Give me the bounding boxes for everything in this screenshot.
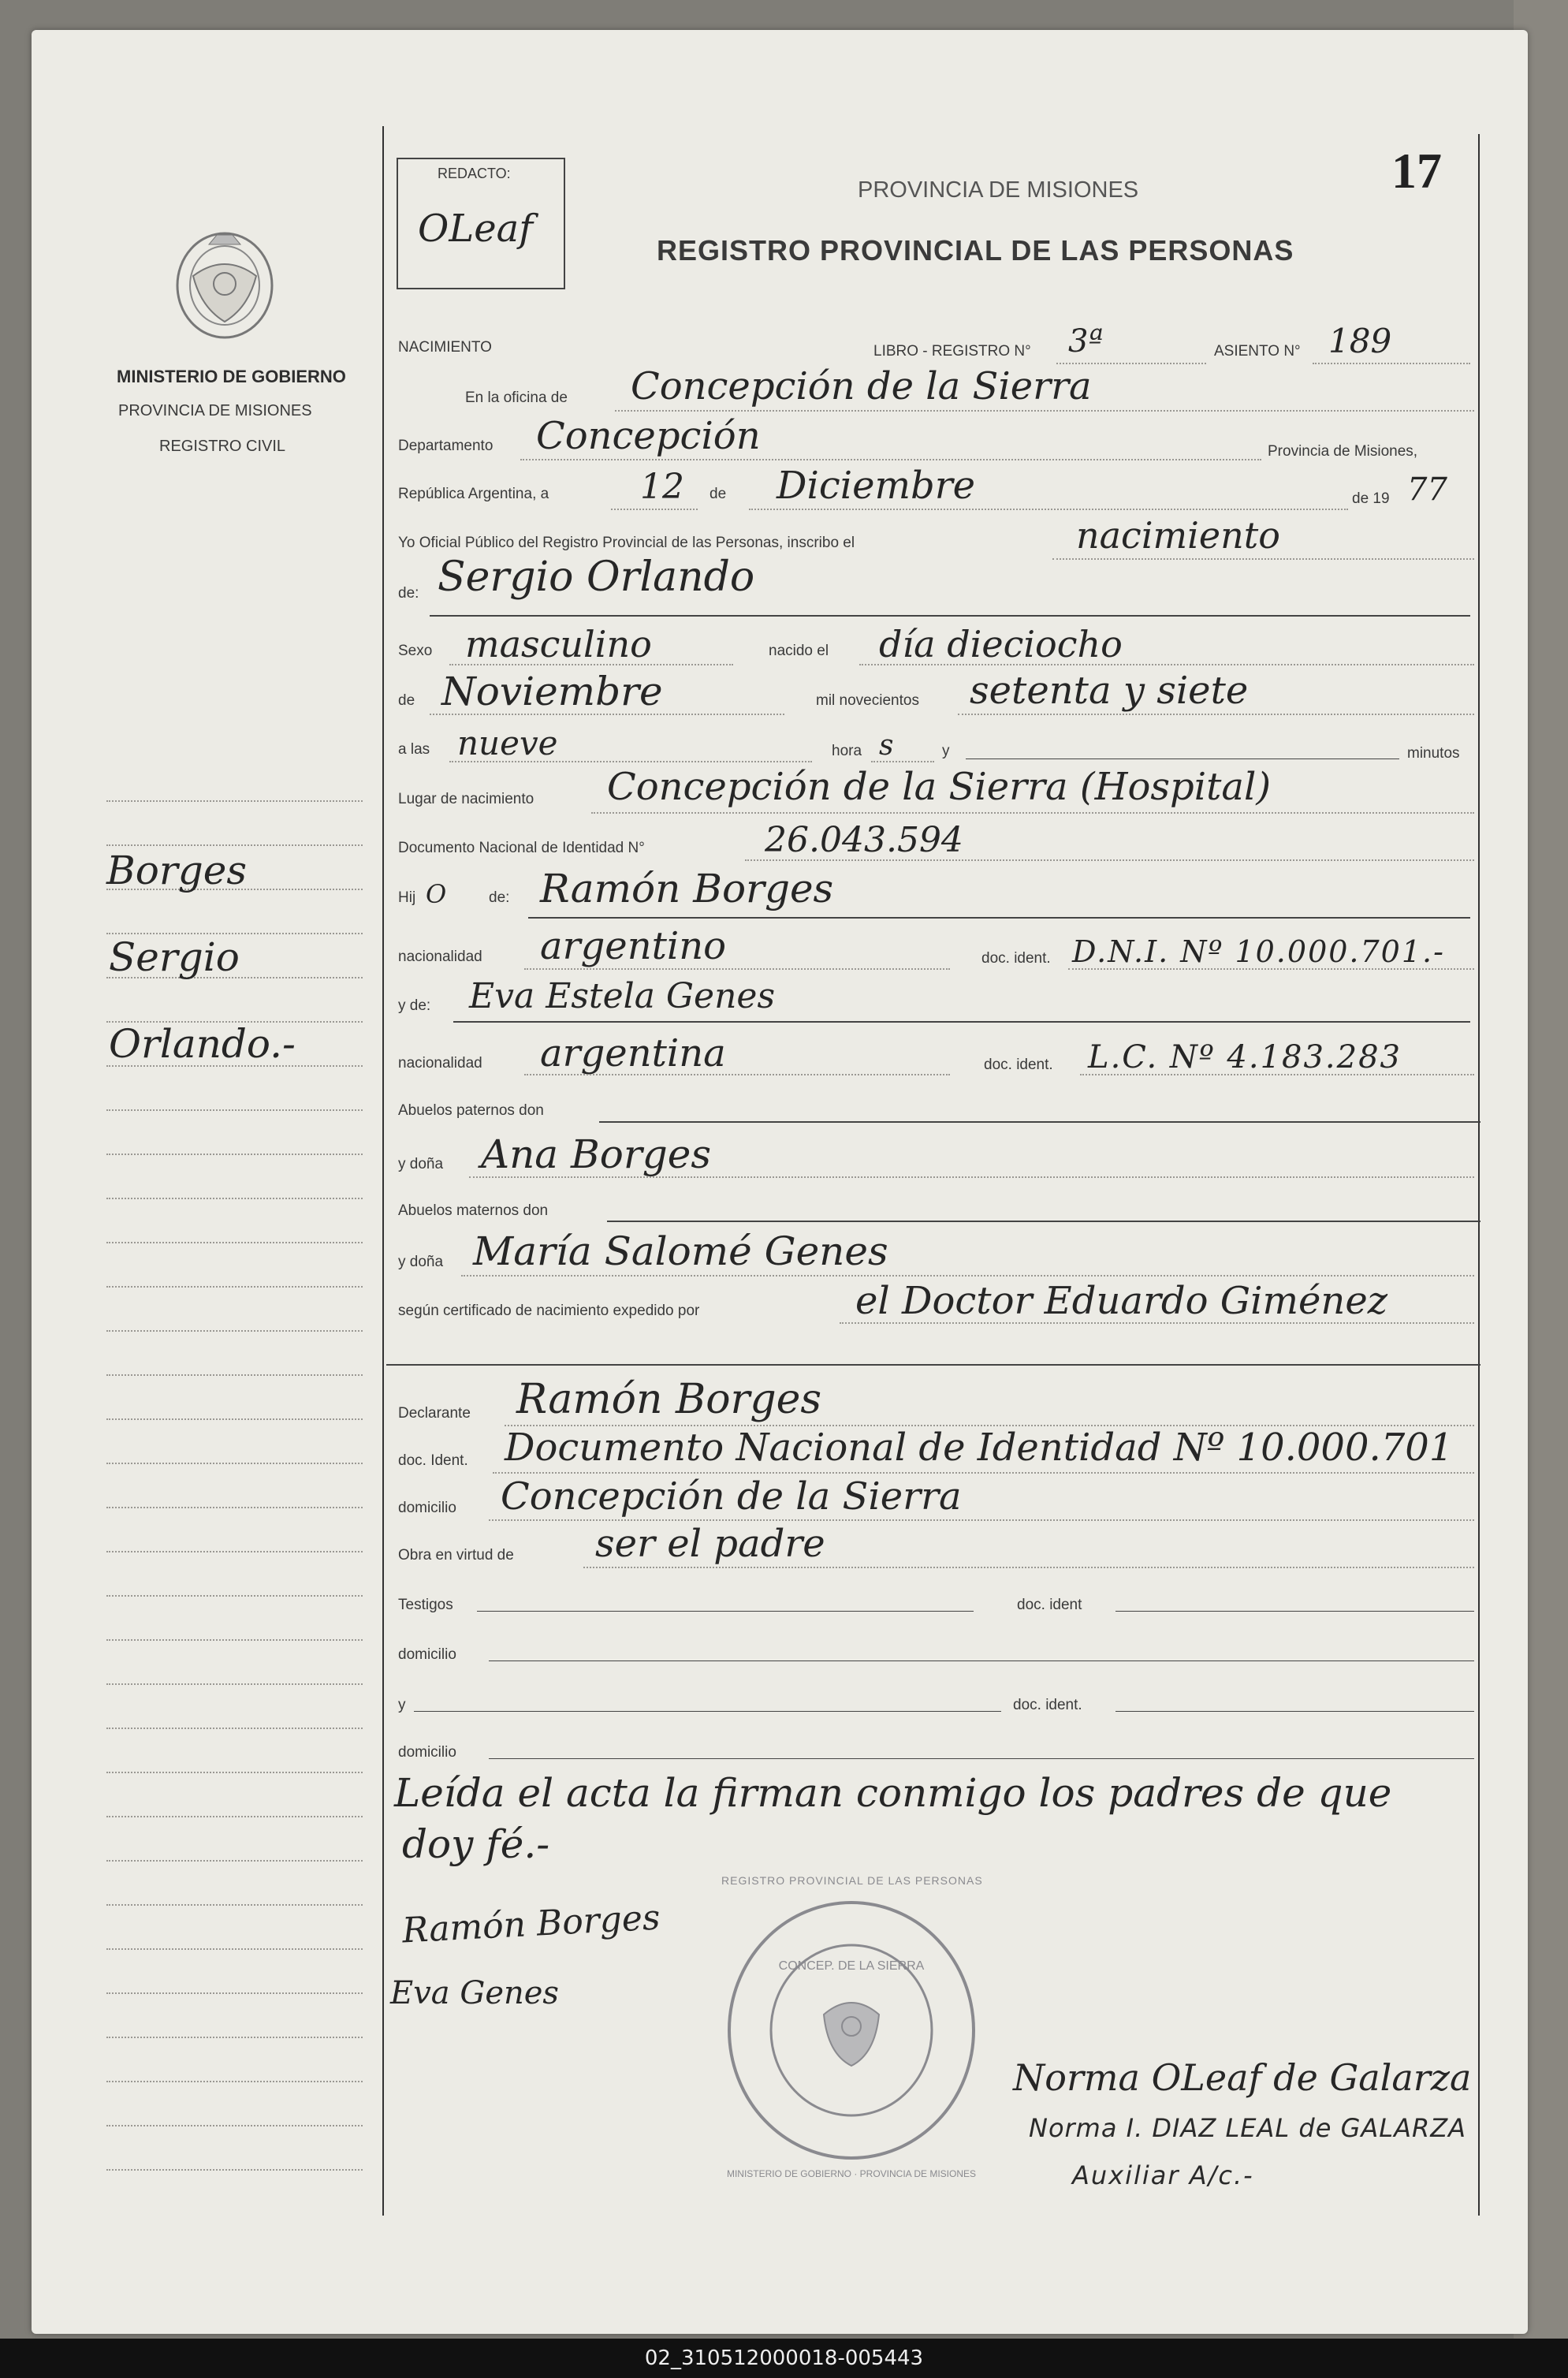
- y2-label: y: [398, 1697, 406, 1713]
- official-role: Auxiliar A/c.-: [1072, 2160, 1254, 2190]
- domicilio-label: domicilio: [398, 1500, 456, 1516]
- doc2-value: L.C. Nº 4.183.283: [1088, 1039, 1402, 1075]
- oficina-label: En la oficina de: [465, 390, 568, 406]
- sidebar-dotted-line: [106, 800, 363, 802]
- hijo-label: Hij: [398, 889, 416, 906]
- registry-stamp: [721, 1874, 983, 2179]
- domicilio3-label: domicilio: [398, 1744, 456, 1761]
- mes-nac-value: Noviembre: [441, 669, 663, 714]
- declarante-label: Declarante: [398, 1405, 471, 1422]
- sidebar-dotted-line: [106, 2169, 363, 2171]
- sidebar-dotted-line: [106, 1860, 363, 1862]
- sidebar-dotted-line: [106, 1242, 363, 1243]
- sidebar-dotted-line: [106, 1109, 363, 1111]
- sidebar-dotted-line: [106, 844, 363, 846]
- nac1-value: argentino: [540, 924, 727, 968]
- abuelos-maternos-label: Abuelos maternos don: [398, 1202, 549, 1219]
- ydona1-label: y doña: [398, 1156, 444, 1172]
- obra-label: Obra en virtud de: [398, 1547, 514, 1564]
- stamp-inner-text: CONCEP. DE LA SIERRA: [778, 1959, 925, 1973]
- obra-value: ser el padre: [595, 1522, 825, 1566]
- libro-label: LIBRO - REGISTRO N°: [873, 343, 1031, 360]
- header-province: PROVINCIA DE MISIONES: [858, 177, 1139, 203]
- mes-value: Diciembre: [777, 464, 976, 508]
- section-divider: [386, 1364, 1480, 1366]
- yde-label: y de:: [398, 997, 431, 1014]
- sexo-label: Sexo: [398, 643, 433, 659]
- docid3-label: doc. ident: [1017, 1597, 1082, 1613]
- sidebar-dotted-line: [106, 1330, 363, 1332]
- right-margin-line: [1478, 134, 1480, 2216]
- asiento-label: ASIENTO N°: [1214, 343, 1301, 360]
- sidebar-dotted-line: [106, 1992, 363, 1994]
- dni-label: Documento Nacional de Identidad N°: [398, 840, 645, 856]
- lugar-label: Lugar de nacimiento: [398, 791, 534, 807]
- sidebar-dotted-line: [106, 1286, 363, 1288]
- dni-value: 26.043.594: [765, 820, 963, 860]
- left-margin-line: [382, 126, 384, 2216]
- libro-value: 3ª: [1068, 323, 1104, 360]
- sidebar-dotted-line: [106, 1551, 363, 1552]
- page-number: 17: [1391, 143, 1442, 199]
- sidebar-dotted-line: [106, 1772, 363, 1773]
- alas-label: a las: [398, 741, 430, 758]
- sidebar-dotted-line: [106, 1374, 363, 1376]
- lugar-value: Concepción de la Sierra (Hospital): [607, 765, 1272, 809]
- sidebar-dotted-line: [106, 1639, 363, 1641]
- sidebar-dotted-line: [106, 2125, 363, 2126]
- ministry-label: MINISTERIO DE GOBIERNO: [117, 367, 346, 386]
- anio-value: 77: [1407, 472, 1447, 508]
- coat-of-arms-icon: [169, 229, 280, 347]
- declarante-value: Ramón Borges: [516, 1376, 822, 1423]
- redacto-label: REDACTO:: [438, 166, 511, 181]
- redacto-signature: OLeaf: [418, 207, 534, 251]
- domicilio-value: Concepción de la Sierra: [501, 1474, 962, 1519]
- dia-value: 12: [640, 467, 684, 507]
- hijo-mark: O: [426, 879, 447, 909]
- sidebar-dotted-line: [106, 2081, 363, 2082]
- sidebar-dotted-line: [106, 2037, 363, 2038]
- sidebar-province-label: PROVINCIA DE MISIONES: [118, 402, 312, 419]
- nac2-value: argentina: [540, 1031, 726, 1075]
- acto-value: nacimiento: [1076, 514, 1280, 557]
- anio-label: de 19: [1352, 490, 1390, 507]
- doc-declarante-value: Documento Nacional de Identidad Nº 10.000.701: [505, 1426, 1454, 1470]
- sidebar-registry-label: REGISTRO CIVIL: [159, 438, 286, 455]
- sidebar-dotted-line: [106, 1418, 363, 1420]
- hora-value: nueve: [457, 724, 558, 762]
- departamento-label: Departamento: [398, 438, 493, 454]
- provincia-label: Provincia de Misiones,: [1268, 443, 1418, 460]
- oficina-value: Concepción de la Sierra: [631, 364, 1092, 408]
- signature-official: Norma OLeaf de Galarza: [1013, 2056, 1472, 2099]
- de3-label: de: [398, 692, 415, 709]
- sidebar-dotted-line: [106, 1683, 363, 1685]
- doc-declarante-label: doc. Ident.: [398, 1452, 468, 1469]
- doc1-label: doc. ident.: [981, 950, 1051, 967]
- signature-father: Ramón Borges: [400, 1897, 661, 1951]
- signature-mother: Eva Genes: [390, 1975, 559, 2011]
- sidebar-dotted-line: [106, 1595, 363, 1597]
- closing-line-2: doy fé.-: [402, 1821, 550, 1867]
- minutos-label: minutos: [1407, 745, 1460, 762]
- closing-line-1: Leída el acta la firman conmigo los padres de que: [394, 1770, 1392, 1816]
- de-label: de: [710, 486, 727, 502]
- anio-nac-value: setenta y siete: [970, 669, 1249, 713]
- nacimiento-label: NACIMIENTO: [398, 339, 492, 356]
- doc1-value: D.N.I. Nº 10.000.701.-: [1072, 934, 1445, 969]
- ydona2-label: y doña: [398, 1254, 444, 1270]
- image-caption: 02_310512000018-005443: [0, 2339, 1568, 2378]
- nacido-label: nacido el: [769, 643, 829, 659]
- nacido-value: día dieciocho: [879, 623, 1123, 665]
- doc2-label: doc. ident.: [984, 1057, 1053, 1073]
- header-title: REGISTRO PROVINCIAL DE LAS PERSONAS: [657, 234, 1294, 266]
- nac1-label: nacionalidad: [398, 949, 482, 965]
- hijo-de-label: de:: [489, 889, 510, 906]
- abuela-paterna-value: Ana Borges: [481, 1131, 712, 1177]
- certificado-value: el Doctor Eduardo Giménez: [855, 1279, 1388, 1323]
- stamp-outer-text: REGISTRO PROVINCIAL DE LAS PERSONAS: [721, 1874, 983, 1887]
- de2-label: de:: [398, 585, 419, 602]
- mil-label: mil novecientos: [816, 692, 919, 709]
- sidebar-dotted-line: [106, 1507, 363, 1508]
- sidebar-dotted-line: [106, 1904, 363, 1906]
- sidebar-dotted-line: [106, 1948, 363, 1950]
- yo-oficial-label: Yo Oficial Público del Registro Provincial de las Personas, inscribo el: [398, 535, 855, 551]
- nac2-label: nacionalidad: [398, 1055, 482, 1072]
- padre-value: Ramón Borges: [540, 866, 834, 911]
- sidebar-dotted-line: [106, 1816, 363, 1817]
- asiento-value: 189: [1328, 322, 1392, 360]
- sidebar-name-first: Sergio: [109, 934, 240, 980]
- abuelos-paternos-label: Abuelos paternos don: [398, 1102, 544, 1119]
- abuela-materna-value: María Salomé Genes: [473, 1228, 888, 1274]
- docid4-label: doc. ident.: [1013, 1697, 1082, 1713]
- sidebar-dotted-line: [106, 1728, 363, 1729]
- domicilio2-label: domicilio: [398, 1646, 456, 1663]
- stamp-bottom-text: MINISTERIO DE GOBIERNO · PROVINCIA DE MISIONES: [726, 2168, 977, 2179]
- horas-mark: s: [879, 729, 894, 762]
- official-printed-name: Norma I. DIAZ LEAL de GALARZA: [1029, 2113, 1467, 2143]
- sidebar-name-middle: Orlando.-: [109, 1021, 296, 1067]
- republica-label: República Argentina, a: [398, 486, 549, 502]
- horas-label: hora: [832, 743, 862, 759]
- certificado-label: según certificado de nacimiento expedido por: [398, 1303, 700, 1319]
- testigos-label: Testigos: [398, 1597, 453, 1613]
- departamento-value: Concepción: [536, 414, 761, 458]
- sidebar-dotted-line: [106, 1198, 363, 1199]
- sidebar-dotted-line: [106, 1154, 363, 1155]
- sexo-value: masculino: [465, 623, 652, 665]
- y-label: y: [942, 743, 950, 759]
- sidebar-name-surname: Borges: [106, 848, 248, 893]
- madre-value: Eva Estela Genes: [469, 976, 776, 1016]
- redacto-box: [397, 158, 565, 289]
- nombre-value: Sergio Orlando: [438, 554, 755, 601]
- sidebar-dotted-line: [106, 1463, 363, 1464]
